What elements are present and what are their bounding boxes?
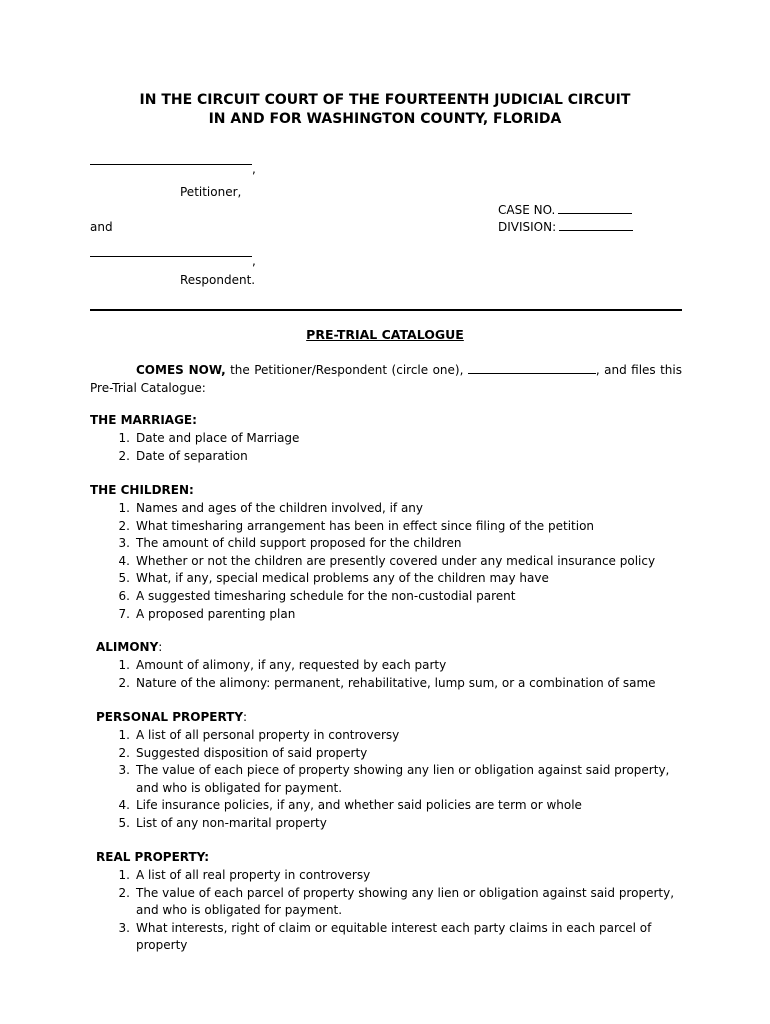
list-item: 2. The value of each parcel of property showing any lien or obligation against said property, and who is obligated for payment.: [118, 885, 675, 918]
and-label: and: [90, 220, 113, 234]
list-item: 2. Date of separation: [118, 448, 248, 463]
list-item: 1. Names and ages of the children involved, if any: [118, 501, 424, 515]
list-item: 7. A proposed parenting plan: [118, 606, 296, 621]
list-item: 5. What, if any, special medical problems any of the children may have: [118, 571, 549, 586]
case-number-blank: [558, 203, 632, 214]
division-label: DIVISION:: [498, 220, 557, 234]
list-item: 3. The value of each piece of property showing any lien or obligation against said property, and who is obligated for payment.: [118, 763, 670, 795]
children-list: [112, 500, 682, 623]
list-item: 5. List of any non-marital property: [118, 815, 327, 830]
list-item: 1. A list of all real property in controversy: [118, 868, 371, 882]
case-number-field: [498, 203, 632, 217]
party-name-blank: [468, 362, 596, 374]
court-header-line-1: IN THE CIRCUIT COURT OF THE FOURTEENTH JUDICIAL CIRCUIT: [139, 92, 631, 108]
alimony-list: [112, 657, 682, 692]
intro-text-2: , and files this Pre-Trial Catalogue:: [90, 363, 682, 395]
list-item: 1. Amount of alimony, if any, requested by each party: [118, 658, 447, 672]
caption-divider: [90, 309, 682, 311]
personal-property-list: [112, 727, 682, 833]
court-header-line-2: IN AND FOR WASHINGTON COUNTY, FLORIDA: [208, 111, 562, 127]
section-heading-real-property: REAL PROPERTY:: [96, 850, 210, 864]
list-item: 2. Suggested disposition of said property: [118, 745, 368, 760]
case-number-label: CASE NO.: [498, 203, 556, 217]
list-item: 4. Life insurance policies, if any, and whether said policies are term or whole: [118, 798, 582, 813]
list-item: 2. Nature of the alimony: permanent, rehabilitative, lump sum, or a combination of same: [118, 675, 656, 690]
real-property-list: [112, 867, 682, 955]
list-item: 2. What timesharing arrangement has been in effect since filing of the petition: [118, 518, 595, 533]
respondent-name-blank: [90, 256, 252, 257]
section-heading-marriage: THE MARRIAGE:: [90, 413, 197, 427]
petitioner-label: Petitioner,: [180, 185, 242, 199]
list-item: 3. The amount of child support proposed for the children: [118, 536, 462, 551]
division-field: [498, 220, 633, 234]
petitioner-name-blank: [90, 164, 252, 165]
marriage-list: [112, 430, 682, 465]
list-item: 1. A list of all personal property in controversy: [118, 728, 400, 742]
respondent-label: Respondent.: [180, 273, 256, 287]
respondent-comma: ,: [252, 254, 256, 268]
intro-paragraph: [90, 361, 682, 397]
document-title: PRE-TRIAL CATALOGUE: [306, 327, 464, 342]
petitioner-comma: ,: [252, 162, 256, 176]
list-item: 1. Date and place of Marriage: [118, 431, 300, 445]
division-blank: [559, 220, 633, 231]
section-heading-children: THE CHILDREN:: [90, 483, 194, 497]
list-item: 3. What interests, right of claim or equitable interest each party claims in each parcel of property: [118, 920, 652, 953]
list-item: 6. A suggested timesharing schedule for the non-custodial parent: [118, 588, 516, 603]
intro-lead: COMES NOW,: [136, 363, 226, 377]
section-heading-alimony: ALIMONY:: [96, 640, 163, 654]
intro-text-1: the Petitioner/Respondent (circle one),: [225, 363, 468, 377]
list-item: 4. Whether or not the children are presently covered under any medical insurance policy: [118, 553, 656, 568]
section-heading-personal-property: PERSONAL PROPERTY:: [96, 710, 248, 724]
